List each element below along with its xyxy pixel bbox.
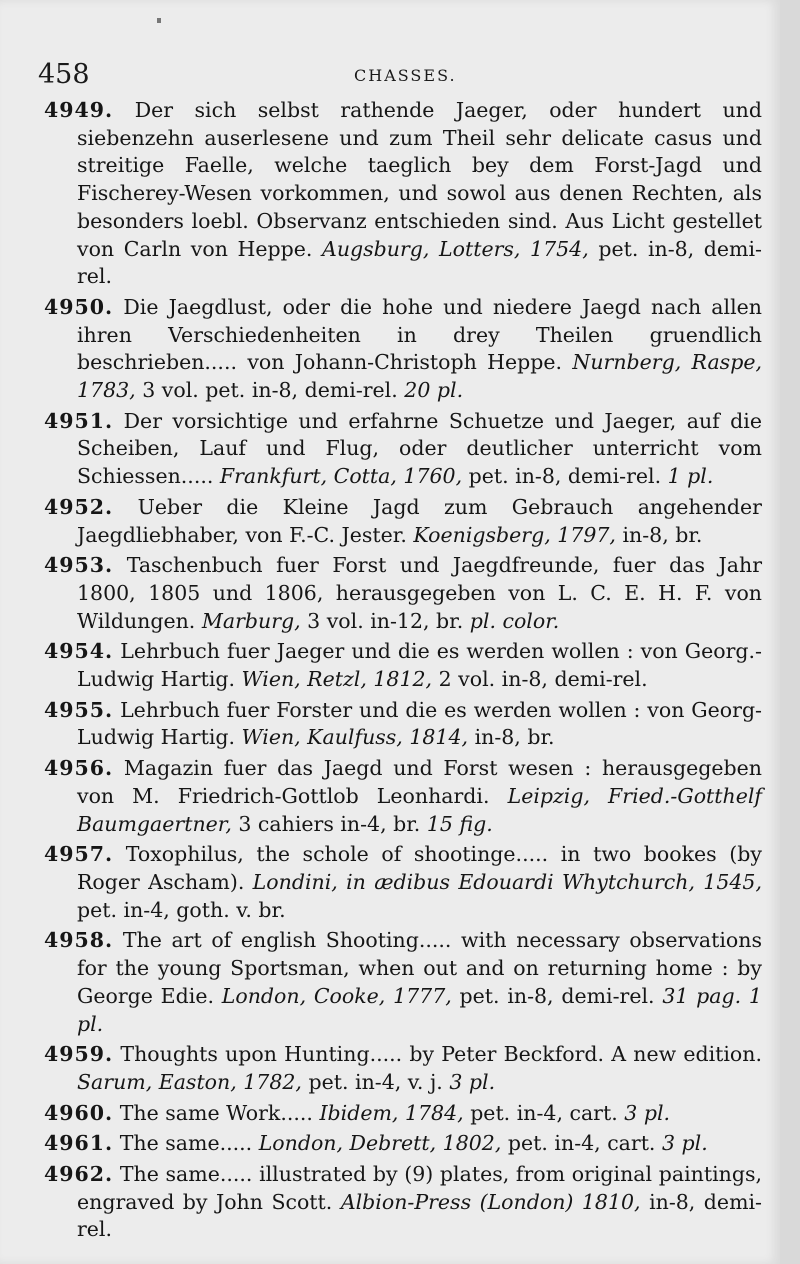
entry-number: 4949. (44, 98, 114, 122)
catalog-entry (44, 755, 762, 838)
entry-number: 4958. (44, 928, 114, 953)
entry-title: Ueber die Kleine Jagd zum Gebrauch angehender Jaegdliebhaber, von F.-C. Jester. (77, 494, 762, 547)
entry-imprint: Ibidem, 1784, (319, 1100, 464, 1125)
entry-description: in-8, demi-rel. (77, 1189, 762, 1242)
entry-number: 4962. (44, 1162, 114, 1187)
catalog-entry (44, 552, 762, 635)
entry-plates: 3 pl. (449, 1069, 496, 1094)
entry-plates: 31 pag. 1 pl. (77, 983, 762, 1036)
entry-title: Toxophilus, the schole of shootinge..... in two bookes (by Roger Ascham). (77, 842, 762, 894)
entry-title: The same..... (119, 1131, 253, 1156)
print-speck (157, 18, 161, 23)
entry-imprint: Koenigsberg, 1797, (413, 522, 616, 547)
catalog-entry (44, 1130, 762, 1158)
entry-description: in-8, br. (474, 725, 555, 750)
entry-number: 4960. (44, 1100, 114, 1125)
catalog-entry (44, 841, 762, 924)
entry-number: 4950. (44, 294, 114, 319)
entry-title: Der vorsichtige und erfahrne Schuetze und Jaeger, auf die Scheiben, Lauf und Flug, oder deutlicher unterricht vom Schiessen..... (77, 408, 762, 489)
entry-imprint: Nurnberg, Raspe, 1783, (77, 350, 762, 403)
entry-description: pet. in-8, demi-rel. (468, 464, 662, 489)
entry-description: 3 vol. pet. in-8, demi-rel. (142, 378, 398, 403)
entry-description: in-8, br. (622, 522, 703, 547)
page-header (38, 58, 738, 92)
entry-number: 4956. (44, 756, 114, 781)
entry-plates: pl. color. (469, 608, 560, 633)
catalog-entry (44, 494, 762, 549)
catalog-entry (44, 1161, 762, 1244)
entry-title: Lehrbuch fuer Jaeger und die es werden wollen : von Georg.-Ludwig Hartig. (77, 639, 762, 692)
catalog-entry (44, 638, 762, 693)
entry-imprint: Augsburg, Lotters, 1754, (322, 236, 589, 261)
catalog-entry (44, 408, 762, 491)
entry-plates: 15 fig. (426, 811, 493, 836)
running-head: CHASSES. (354, 66, 457, 85)
entry-description: pet. in-4, cart. (470, 1100, 618, 1125)
entry-title: The same Work..... (119, 1100, 313, 1125)
entry-description: pet. in-4, cart. (507, 1131, 656, 1156)
entry-plates: 3 pl. (624, 1100, 671, 1125)
entry-number: 4955. (44, 697, 114, 722)
entry-title: Magazin fuer das Jaegd und Forst wesen : herausgegeben von M. Friedrich-Gottlob Leonhardi. (77, 756, 762, 808)
entry-imprint: London, Debrett, 1802, (258, 1131, 502, 1156)
entry-imprint: Sarum, Easton, 1782, (77, 1069, 302, 1094)
entry-description: pet. in-8, demi-rel. (77, 236, 762, 289)
catalog-entry (44, 1100, 762, 1128)
entry-description: pet. in-4, goth. v. br. (77, 897, 286, 922)
catalog-entry (44, 697, 762, 752)
catalog-entry (44, 294, 762, 405)
entry-number: 4961. (44, 1131, 114, 1156)
catalog-entry (44, 1041, 762, 1096)
catalog-entries (44, 97, 762, 1247)
entry-number: 4951. (44, 408, 114, 433)
entry-title: Die Jaegdlust, oder die hohe und niedere Jaegd nach allen ihren Verschiedenheiten in drey Theilen gruendlich beschrieben..... von Johann-Christoph Heppe. (77, 294, 762, 375)
page-number: 458 (38, 59, 90, 90)
entry-number: 4952. (44, 494, 114, 519)
catalog-entry (44, 97, 762, 291)
entry-imprint: Wien, Kaulfuss, 1814, (241, 725, 469, 750)
entry-title: The same..... illustrated by (9) plates, from original paintings, engraved by John Scott. (77, 1162, 762, 1214)
entry-imprint: London, Cooke, 1777, (221, 983, 452, 1008)
entry-plates: 1 pl. (667, 464, 714, 489)
entry-title: Thoughts upon Hunting..... by Peter Beckford. A new edition. (120, 1042, 762, 1067)
entry-number: 4959. (44, 1042, 114, 1067)
entry-number: 4957. (44, 842, 114, 867)
entry-imprint: Albion-Press (London) 1810, (340, 1189, 641, 1214)
entry-description: 2 vol. in-8, demi-rel. (438, 667, 648, 692)
entry-imprint: Marburg, (201, 608, 301, 633)
entry-description: 3 vol. in-12, br. (307, 608, 464, 633)
entry-description: pet. in-8, demi-rel. (459, 983, 655, 1008)
entry-imprint: Leipzig, Fried.-Gotthelf Baumgaertner, (77, 783, 762, 836)
entry-description: pet. in-4, v. j. (308, 1069, 443, 1094)
entry-imprint: Frankfurt, Cotta, 1760, (219, 464, 463, 489)
entry-plates: 3 pl. (661, 1131, 708, 1156)
entry-title: Der sich selbst rathende Jaeger, oder hundert und siebenzehn auserlesene und zum Theil sehr delicate casus und streitige Faelle, welche taeglich bey dem Forst-Jagd und Fischerey-Wesen vorkommen, und sowol aus denen Rechten, als besonders loebl. Observanz entschieden sind. Aus Licht gestellet von Carln von Heppe. (77, 98, 762, 261)
entry-title: The art of english Shooting..... with necessary observations for the young Sportsman, when out and on returning home : by George Edie. (77, 928, 762, 1008)
entry-number: 4954. (44, 639, 114, 664)
entry-title: Lehrbuch fuer Forster und die es werden wollen : von Georg-Ludwig Hartig. (77, 697, 762, 750)
entry-number: 4953. (44, 553, 114, 578)
entry-imprint: Wien, Retzl, 1812, (241, 667, 433, 692)
entry-plates: 20 pl. (404, 378, 464, 403)
entry-imprint: Londini, in ædibus Edouardi Whytchurch, 1545, (252, 869, 762, 894)
entry-description: 3 cahiers in-4, br. (238, 811, 421, 836)
entry-title: Taschenbuch fuer Forst und Jaegdfreunde, fuer das Jahr 1800, 1805 und 1806, herausgegeben von L. C. E. H. F. von Wildungen. (77, 553, 762, 633)
catalog-entry (44, 927, 762, 1038)
